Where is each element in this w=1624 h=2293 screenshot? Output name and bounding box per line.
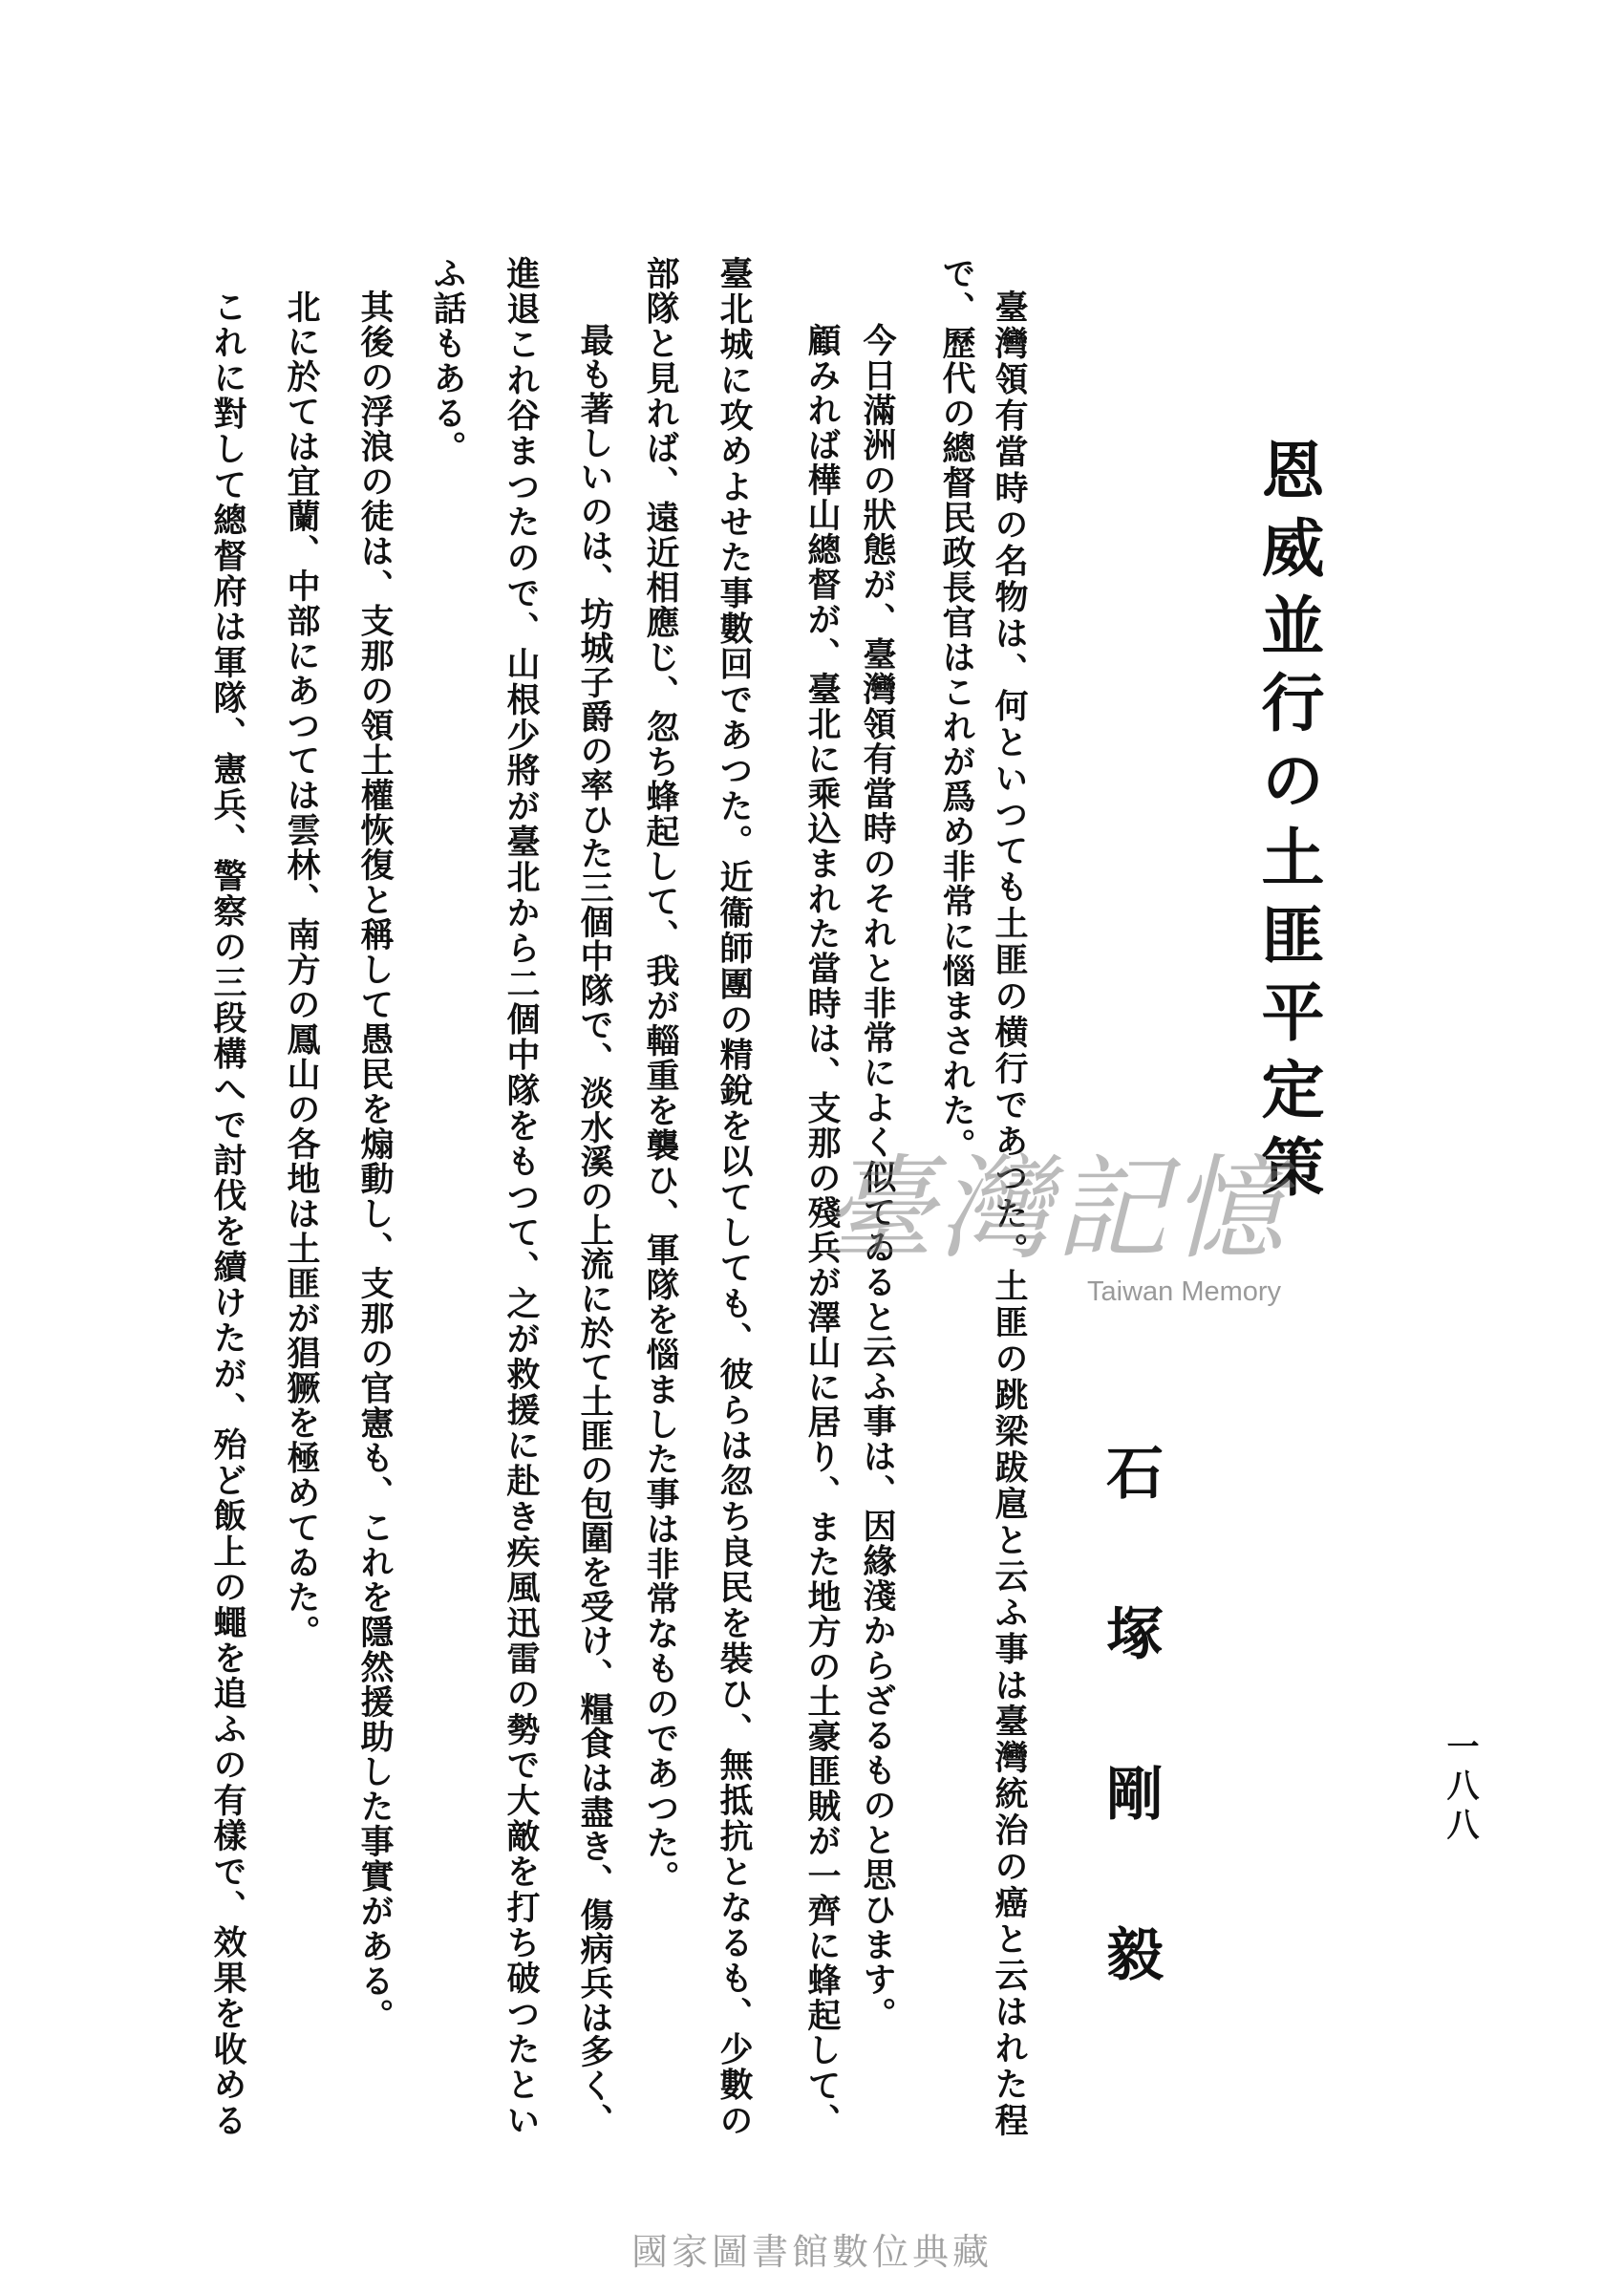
text-column-3: 今日滿洲の狀態が、臺灣領有當時のそれと非常によく似てゐると云ふ事は、因緣淺からざるものと思ひます。 xyxy=(858,323,897,2032)
text-column-2: で、歷代の總督民政長官はこれが爲め非常に惱まされた。 xyxy=(937,256,976,1163)
text-column-1: 臺灣領有當時の名物は、何といつても土匪の横行であつた。土匪の跳梁跋扈と云ふ事は臺灣統治の癌と云はれた程 xyxy=(990,289,1029,2136)
text-column-10: 其後の浮浪の徒は、支那の領土權恢復と稱して愚民を煽動し、支那の官憲も、これを隱然援助した事實がある。 xyxy=(355,289,395,2033)
text-column-5: 臺北城に攻めよせた事數回であつた。近衞師團の精銳を以てしても、彼らは忽ち良民を裝ひ、無抵抗となるも、少數の xyxy=(715,256,754,2137)
footer-source: 國家圖書館數位典藏 xyxy=(630,2231,993,2273)
author-name: 石塚剛毅 xyxy=(1097,1443,1164,2085)
text-column-4: 顧みれば樺山總督が、臺北に乘込まれた當時は、支那の殘兵が澤山に居り、また地方の土豪匪賊が一齊に蜂起して、 xyxy=(802,323,842,2137)
text-column-6: 部隊と見れば、遠近相應じ、忽ち蜂起して、我が輜重を襲ひ、軍隊を惱ました事は非常なものであつた。 xyxy=(641,256,680,1896)
text-column-9: ふ話もある。 xyxy=(428,256,467,465)
watermark-subtitle: Taiwan Memory xyxy=(1087,1276,1282,1307)
article-title: 恩威並行の土匪平定策 xyxy=(1250,438,1325,1211)
text-column-7: 最も著しいのは、坊城子爵の率ひた三個中隊で、淡水溪の上流に於て土匪の包圍を受け、糧食は盡き、傷病兵は多く、 xyxy=(575,323,614,2136)
text-column-8: 進退これ谷まつたので、山根少將が臺北から二個中隊をもつて、之が救援に赴き疾風迅雷の勢で大敵を打ち破つたとい xyxy=(502,256,541,2137)
text-column-12: これに對して總督府は軍隊、憲兵、警察の三段構へで討伐を續けたが、殆ど飯上の蠅を追ふの有樣で、效果を收める xyxy=(208,289,247,2137)
watermark-logo: 臺灣記憶 xyxy=(822,1143,1289,1275)
text-column-11: 北に於ては宜蘭、中部にあつては雲林、南方の鳳山の各地は土匪が猖獗を極めてゐた。 xyxy=(282,289,321,1650)
page-number: 一八八 xyxy=(1441,1729,1479,1847)
